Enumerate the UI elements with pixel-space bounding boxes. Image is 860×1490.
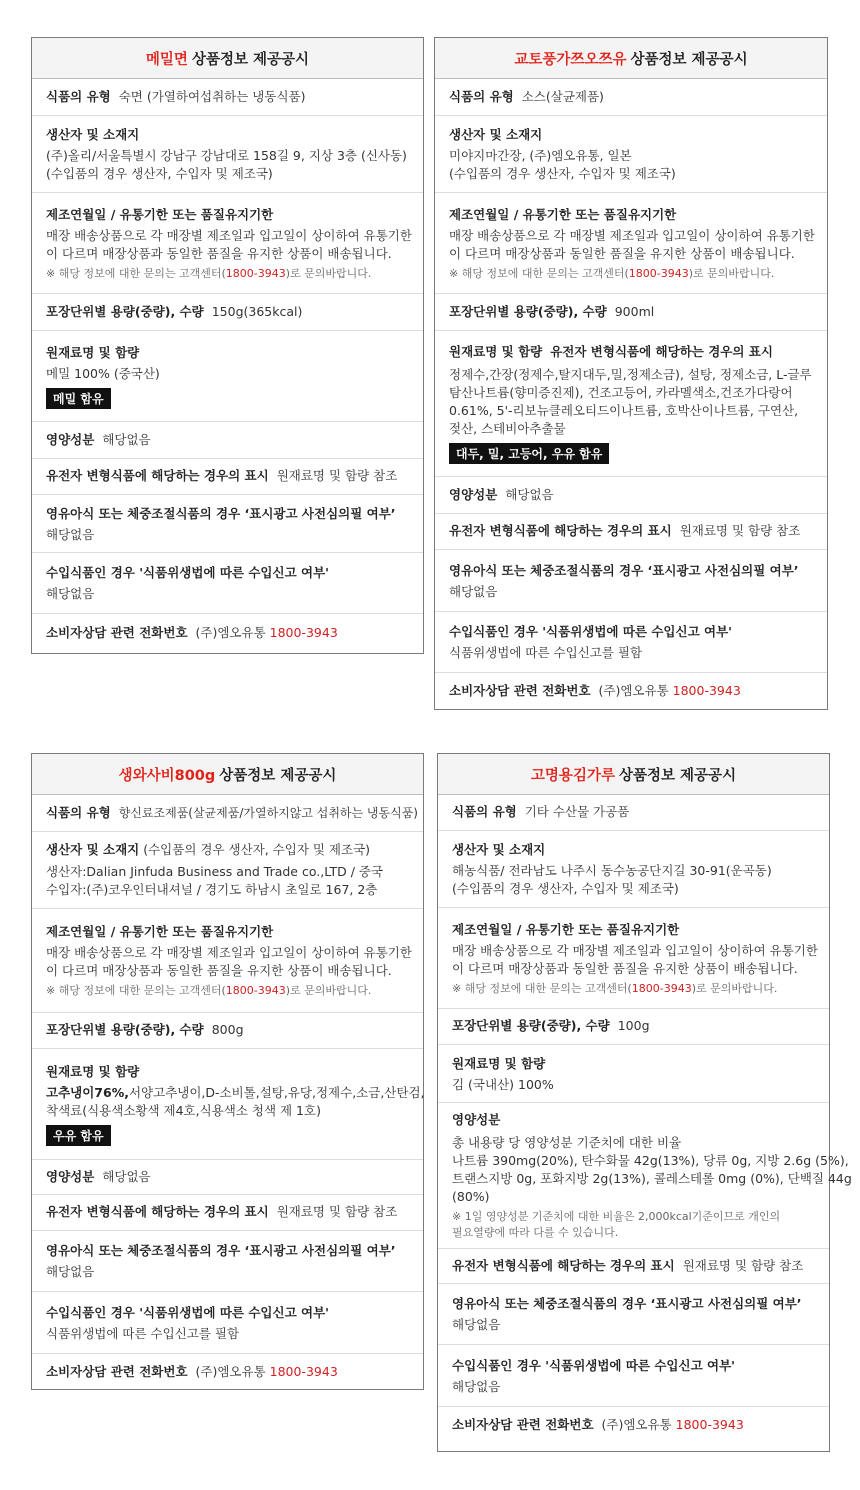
card-title-suffix: 상품정보 제공공시	[618, 767, 737, 784]
row-ingredients	[32, 1049, 423, 1160]
label-phone: 소비자상담 관련 전화번호	[452, 1416, 594, 1432]
expiry-text-line-2: 이 다르며 매장상품과 동일한 품질을 유지한 상품이 배송됩니다.	[449, 245, 795, 261]
expiry-text-line-1: 매장 배송상품으로 각 매장별 제조일과 입고일이 상이하여 유통기한	[46, 227, 412, 243]
label-expiry: 제조연월일 / 유통기한 또는 품질유지기한	[46, 924, 274, 939]
nutrition-note-line-2: 필요열량에 따라 다를 수 있습니다.	[452, 1226, 619, 1239]
row-import	[32, 553, 423, 614]
row-gmo	[435, 514, 827, 550]
value-package: 900ml	[614, 303, 655, 319]
phone-company: (주)엠오유통	[195, 624, 266, 640]
value-package: 150g(365kcal)	[211, 303, 303, 319]
expiry-text-line-2: 이 다르며 매장상품과 동일한 품질을 유지한 상품이 배송됩니다.	[452, 960, 798, 976]
value-gmo: 원재료명 및 함량 참조	[276, 1204, 398, 1220]
phone-number: 1800-3943	[269, 1363, 338, 1379]
value-nutrition: 해당없음	[102, 431, 151, 447]
allergen-badge: 메밀 함유	[46, 388, 111, 409]
value-import: 해당없음	[46, 586, 95, 601]
label-producer: 생산자 및 소재지	[46, 841, 140, 857]
producer-note: (수입품의 경우 생산자, 수입자 및 제조국)	[46, 166, 273, 181]
value-ingredients: 김 (국내산) 100%	[452, 1076, 554, 1092]
row-expiry	[32, 909, 423, 1013]
value-ingredients: 메밀 100% (중국산)	[46, 366, 160, 381]
phone-number: 1800-3943	[672, 683, 741, 699]
phone-number: 1800-3943	[269, 624, 338, 640]
product-info-card-katsuo-tsuyu	[434, 37, 828, 710]
expiry-text-line-1: 매장 배송상품으로 각 매장별 제조일과 입고일이 상이하여 유통기한	[449, 227, 815, 243]
row-package	[435, 294, 827, 331]
label-nutrition: 영양성분	[46, 431, 95, 447]
label-infant: 영유아식 또는 체중조절식품의 경우 ‘표시광고 사전심의필 여부’	[449, 562, 799, 578]
label-gmo: 유전자 변형식품에 해당하는 경우의 표시	[449, 523, 672, 539]
value-producer: 생산자:Dalian Jinfuda Business and Trade co.,LTD / 중국	[46, 864, 384, 880]
row-expiry	[438, 908, 829, 1009]
row-nutrition	[435, 477, 827, 514]
label-nutrition: 영양성분	[449, 486, 498, 502]
label-expiry: 제조연월일 / 유통기한 또는 품질유지기한	[452, 921, 680, 937]
value-ingredients-line-1: 정제수,간장(정제수,탈지대두,밀,정제소금), 설탕, 정제소금, L-글루	[449, 366, 812, 382]
label-gmo: 유전자 변형식품에 해당하는 경우의 표시	[46, 1204, 269, 1220]
value-ingredients-line-2: 탐산나트륨(향미증진제), 건조고등어, 카라멜색소,건조가다랑어	[449, 384, 793, 400]
row-food-type	[438, 795, 829, 831]
row-food-type	[32, 795, 423, 832]
value-food-type: 기타 수산물 가공품	[524, 804, 630, 820]
label-producer: 생산자 및 소재지	[46, 127, 140, 142]
nutrition-line-2: 나트륨 390mg(20%), 탄수화물 42g(13%), 당류 0g, 지방 2.6g (5%),	[452, 1153, 849, 1168]
expiry-text-line-1: 매장 배송상품으로 각 매장별 제조일과 입고일이 상이하여 유통기한	[46, 945, 412, 960]
row-ingredients	[32, 331, 423, 422]
label-ingredients: 원재료명 및 함량	[452, 1055, 546, 1071]
row-gmo	[438, 1249, 829, 1284]
label-ingredients-gmo: 유전자 변형식품에 해당하는 경우의 표시	[550, 344, 773, 360]
value-ingredients-line-2: 착색료(식용색소황색 제4호,식용색소 청색 제 1호)	[46, 1103, 321, 1118]
label-food-type: 식품의 유형	[452, 804, 517, 820]
phone-company: (주)엠오유통	[195, 1363, 266, 1379]
product-name: 생와사비800g	[118, 767, 216, 784]
value-gmo: 원재료명 및 함량 참조	[276, 468, 398, 484]
label-package: 포장단위별 용량(중량), 수량	[452, 1018, 610, 1034]
label-expiry: 제조연월일 / 유통기한 또는 품질유지기한	[449, 206, 677, 222]
row-infant	[438, 1284, 829, 1345]
allergen-badge: 대두, 밀, 고등어, 우유 함유	[449, 443, 609, 464]
row-package	[32, 294, 423, 331]
value-package: 800g	[211, 1022, 244, 1038]
label-import: 수입식품인 경우 '식품위생법에 따른 수입신고 여부'	[449, 624, 732, 639]
inquiry-note: ※ 해당 정보에 대한 문의는 고객센터(1800-3943)로 문의바랍니다.	[46, 266, 372, 280]
label-import: 수입식품인 경우 '식품위생법에 따른 수입신고 여부'	[46, 565, 329, 580]
label-package: 포장단위별 용량(중량), 수량	[46, 303, 204, 319]
nutrition-line-4: (80%)	[452, 1189, 490, 1204]
row-phone	[32, 614, 423, 652]
value-package: 100g	[617, 1018, 650, 1034]
label-phone: 소비자상담 관련 전화번호	[46, 624, 188, 640]
nutrition-line-3: 트랜스지방 0g, 포화지방 2g(13%), 콜레스테롤 0mg (0%), 단백질 44g	[452, 1171, 852, 1186]
card-title-suffix: 상품정보 제공공시	[219, 767, 337, 784]
row-phone	[438, 1407, 829, 1443]
card-title-suffix: 상품정보 제공공시	[630, 51, 748, 68]
value-ingredients-line-4: 젖산, 스테비아추출물	[449, 420, 566, 436]
label-food-type: 식품의 유형	[449, 88, 514, 104]
product-info-card-seaweed-flakes	[437, 753, 852, 1452]
value-food-type: 소스(살균제품)	[521, 88, 604, 104]
row-package	[32, 1013, 423, 1049]
expiry-text-line-1: 매장 배송상품으로 각 매장별 제조일과 입고일이 상이하여 유통기한	[452, 942, 818, 958]
row-expiry	[32, 193, 423, 294]
card-title	[438, 754, 829, 795]
value-food-type: 향신료조제품(살균제품/가열하지않고 섭취하는 냉동식품)	[118, 805, 418, 820]
label-infant: 영유아식 또는 체중조절식품의 경우 ‘표시광고 사전심의필 여부’	[46, 1243, 396, 1258]
value-gmo: 원재료명 및 함량 참조	[679, 523, 801, 539]
value-nutrition: 해당없음	[102, 1168, 151, 1184]
inquiry-note: ※ 해당 정보에 대한 문의는 고객센터(1800-3943)로 문의바랍니다.	[46, 984, 372, 997]
producer-note: (수입품의 경우 생산자, 수입자 및 제조국)	[452, 881, 679, 896]
row-infant	[32, 1231, 423, 1292]
value-import: 해당없음	[452, 1378, 501, 1394]
label-nutrition: 영양성분	[46, 1168, 95, 1184]
value-food-type: 숙면 (가열하여섭취하는 냉동식품)	[118, 88, 306, 104]
row-package	[438, 1009, 829, 1045]
product-info-card-buckwheat-noodle	[31, 37, 424, 654]
value-ingredients-line-1: 고추냉이76%,서양고추냉이,D-소비톨,설탕,유당,정제수,소금,산탄검,	[46, 1085, 425, 1100]
label-ingredients: 원재료명 및 함량	[46, 345, 140, 360]
value-producer: 해농식품/ 전라남도 나주시 동수농공단지길 30-91(운곡동)	[452, 863, 772, 878]
label-food-type: 식품의 유형	[46, 88, 111, 104]
row-nutrition	[438, 1103, 852, 1249]
row-infant	[435, 550, 827, 612]
card-title-suffix: 상품정보 제공공시	[191, 51, 310, 68]
row-gmo	[32, 459, 423, 495]
product-name: 교토풍가쯔오쯔유	[514, 51, 627, 68]
row-producer	[32, 116, 423, 193]
phone-company: (주)엠오유통	[598, 683, 669, 699]
value-infant: 해당없음	[46, 1264, 95, 1279]
label-ingredients: 원재료명 및 함량	[46, 1064, 140, 1079]
row-nutrition	[32, 1160, 423, 1195]
phone-company: (주)엠오유통	[601, 1416, 672, 1432]
label-infant: 영유아식 또는 체중조절식품의 경우 ‘표시광고 사전심의필 여부’	[46, 505, 396, 521]
card-title	[32, 38, 423, 79]
allergen-badge: 우유 함유	[46, 1125, 111, 1146]
label-package: 포장단위별 용량(중량), 수량	[46, 1022, 204, 1038]
nutrition-note-line-1: ※ 1일 영양성분 기준치에 대한 비율은 2,000kcal기준이므로 개인의	[452, 1210, 781, 1223]
label-nutrition: 영양성분	[452, 1112, 501, 1127]
value-import: 식품위생법에 따른 수입신고를 필함	[46, 1325, 240, 1341]
label-producer: 생산자 및 소재지	[452, 842, 546, 857]
product-info-card-fresh-wasabi	[31, 753, 424, 1390]
row-producer	[435, 116, 827, 193]
value-gmo: 원재료명 및 함량 참조	[682, 1257, 804, 1273]
card-title	[32, 754, 423, 795]
row-nutrition	[32, 422, 423, 459]
label-infant: 영유아식 또는 체중조절식품의 경우 ‘표시광고 사전심의필 여부’	[452, 1296, 802, 1311]
producer-note: (수입품의 경우 생산자, 수입자 및 제조국)	[449, 166, 676, 181]
product-name: 고명용김가루	[530, 767, 615, 784]
row-phone	[32, 1354, 423, 1390]
value-ingredients-line-3: 0.61%, 5'-리보뉴클레오티드이나트륨, 호박산이나트륨, 구연산,	[449, 402, 799, 418]
label-expiry: 제조연월일 / 유통기한 또는 품질유지기한	[46, 206, 274, 222]
label-producer: 생산자 및 소재지	[449, 127, 543, 142]
value-infant: 해당없음	[452, 1317, 501, 1332]
label-package: 포장단위별 용량(중량), 수량	[449, 303, 607, 319]
row-ingredients	[438, 1045, 829, 1103]
phone-number: 1800-3943	[675, 1416, 744, 1432]
label-ingredients: 원재료명 및 함량	[449, 344, 543, 360]
label-import: 수입식품인 경우 '식품위생법에 따른 수입신고 여부'	[452, 1357, 735, 1373]
row-food-type	[435, 79, 827, 116]
expiry-text-line-2: 이 다르며 매장상품과 동일한 품질을 유지한 상품이 배송됩니다.	[46, 245, 392, 261]
row-import	[435, 612, 827, 673]
producer-note: (수입품의 경우 생산자, 수입자 및 제조국)	[143, 841, 371, 857]
product-name: 메밀면	[145, 51, 188, 68]
label-phone: 소비자상담 관련 전화번호	[46, 1363, 188, 1379]
row-phone	[435, 673, 827, 710]
row-gmo	[32, 1195, 423, 1231]
row-ingredients	[435, 331, 827, 477]
row-infant	[32, 495, 423, 553]
row-producer	[438, 831, 829, 908]
row-expiry	[435, 193, 827, 294]
row-import	[32, 1292, 423, 1354]
label-import: 수입식품인 경우 '식품위생법에 따른 수입신고 여부'	[46, 1304, 329, 1320]
value-nutrition: 해당없음	[505, 486, 554, 502]
row-import	[438, 1345, 829, 1407]
value-producer: 미야지마간장, (주)엠오유통, 일본	[449, 148, 632, 163]
inquiry-note: ※ 해당 정보에 대한 문의는 고객센터(1800-3943)로 문의바랍니다.	[449, 266, 775, 280]
value-importer: 수입자:(주)코우인터내셔널 / 경기도 하남시 초일로 167, 2층	[46, 882, 378, 898]
inquiry-note: ※ 해당 정보에 대한 문의는 고객센터(1800-3943)로 문의바랍니다.	[452, 981, 778, 995]
nutrition-line-1: 총 내용량 당 영양성분 기준치에 대한 비율	[452, 1135, 682, 1150]
value-infant: 해당없음	[46, 526, 95, 542]
value-infant: 해당없음	[449, 583, 498, 599]
row-producer	[32, 832, 423, 909]
label-gmo: 유전자 변형식품에 해당하는 경우의 표시	[46, 468, 269, 484]
expiry-text-line-2: 이 다르며 매장상품과 동일한 품질을 유지한 상품이 배송됩니다.	[46, 963, 392, 978]
label-phone: 소비자상담 관련 전화번호	[449, 683, 591, 699]
value-producer: (주)올리/서울특별시 강남구 강남대로 158길 9, 지상 3층 (신사동)	[46, 148, 407, 163]
row-food-type	[32, 79, 423, 116]
label-gmo: 유전자 변형식품에 해당하는 경우의 표시	[452, 1257, 675, 1273]
label-food-type: 식품의 유형	[46, 804, 111, 820]
card-title	[435, 38, 827, 79]
value-import: 식품위생법에 따른 수입신고를 필함	[449, 645, 643, 660]
